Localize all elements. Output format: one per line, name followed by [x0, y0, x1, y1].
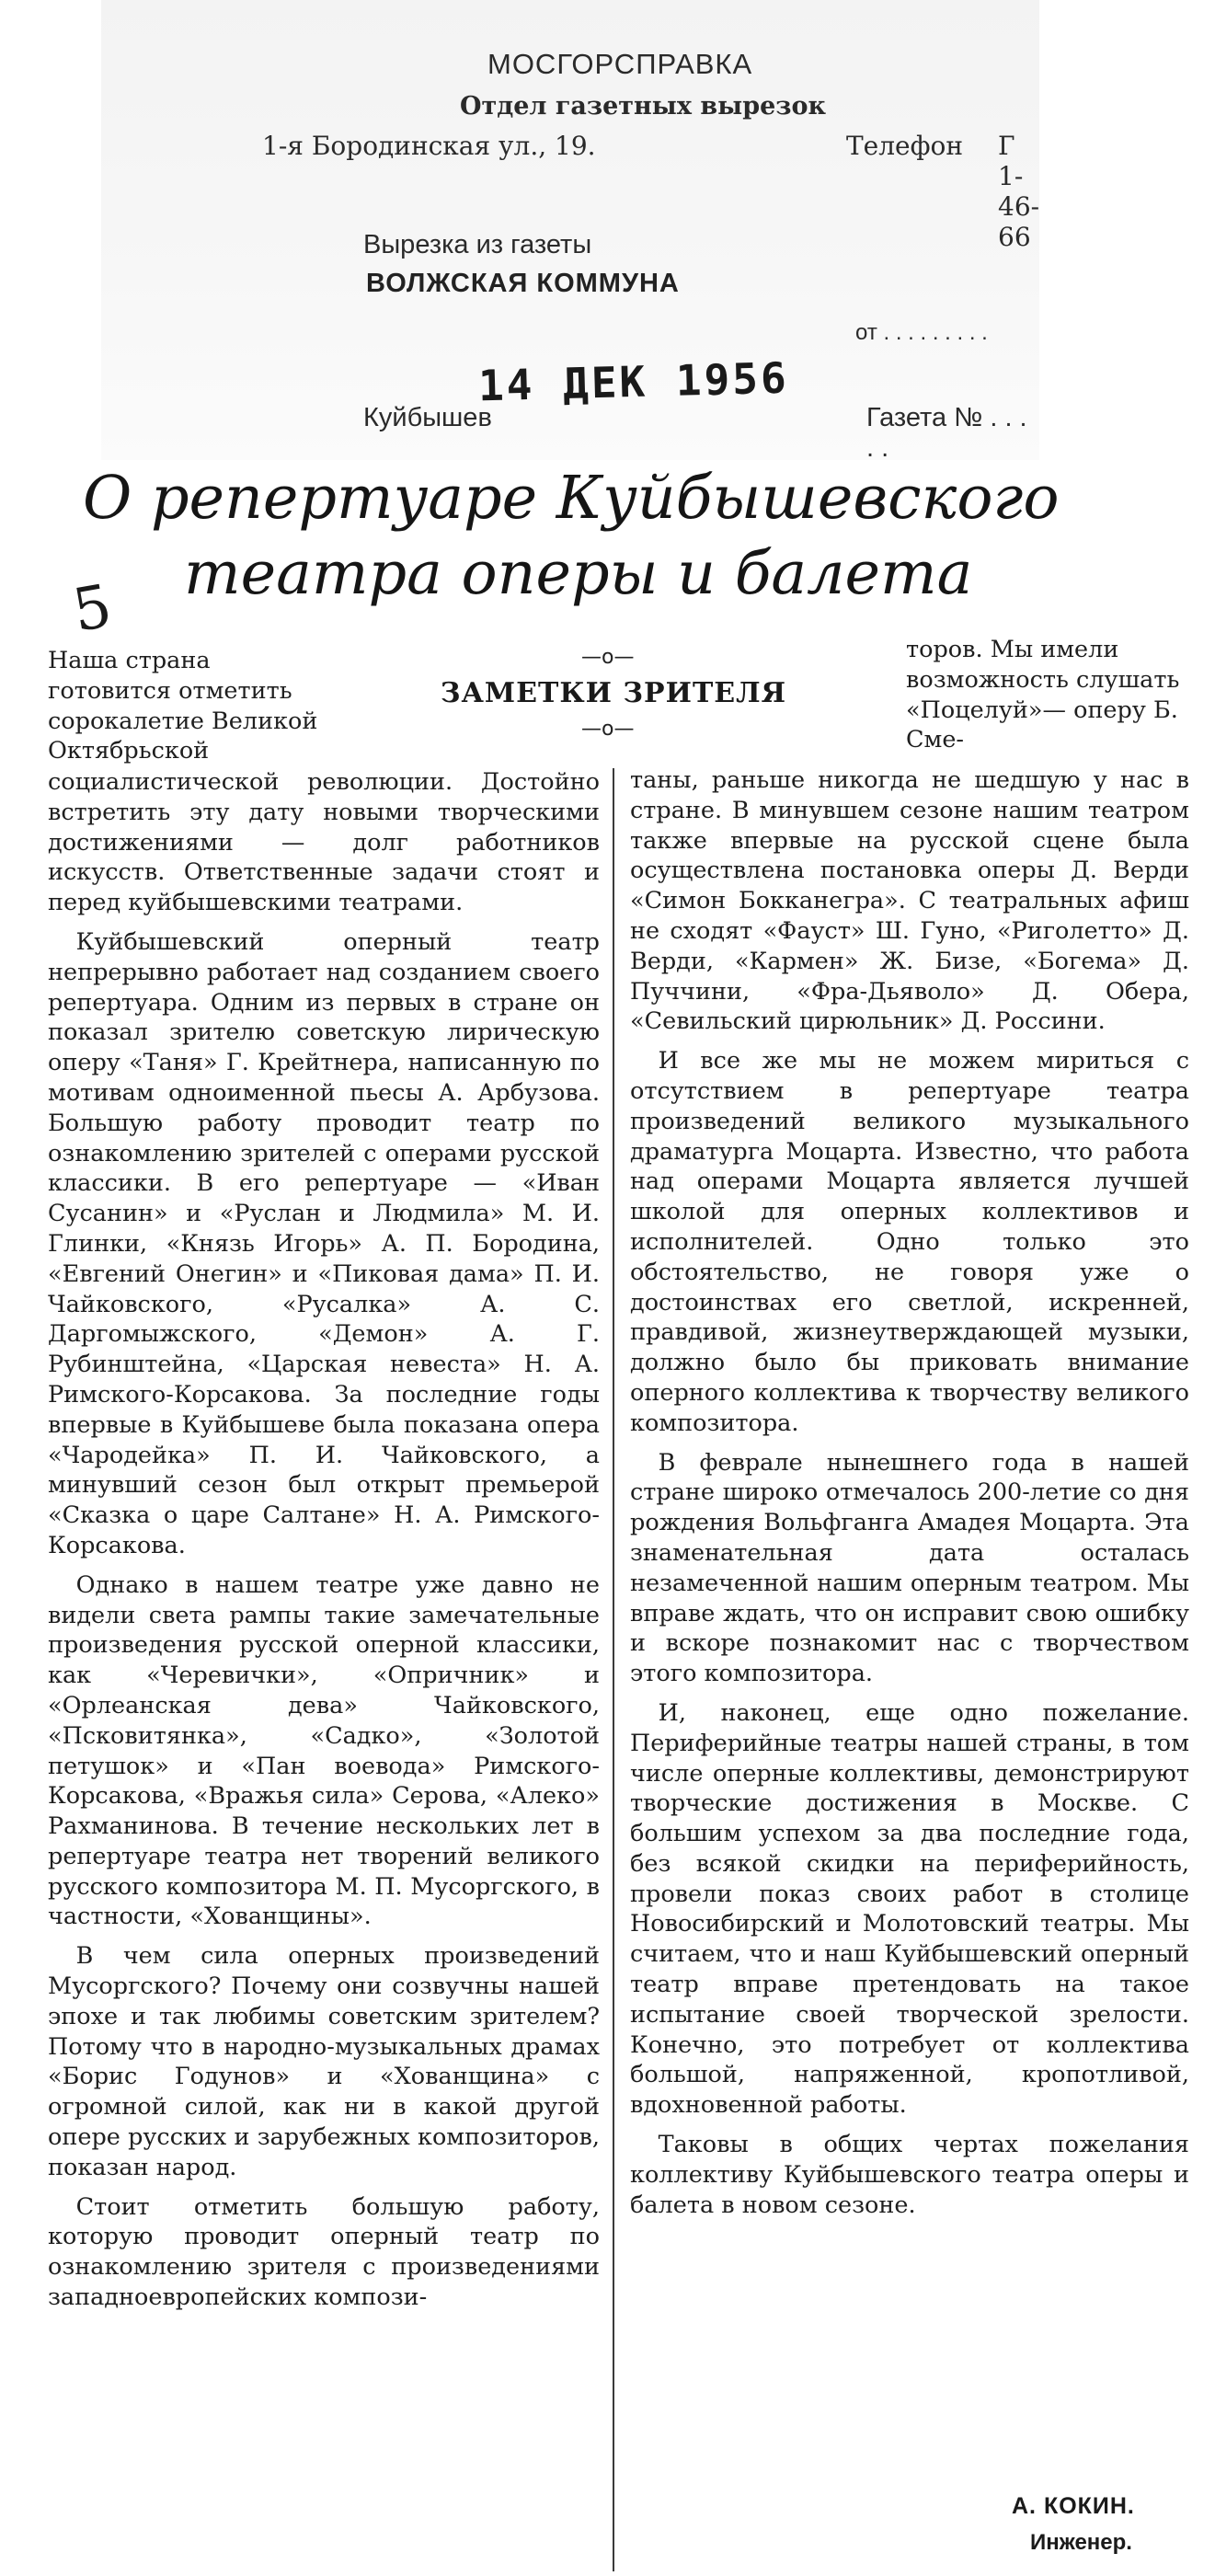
column-2	[630, 765, 1189, 2229]
paragraph: Куйбышевский оперный театр непрерывно работает над созданием своего репертуара. Одним из первых в стране он показал зрителю советскую лирическую оперу «Таня» Г. Крейтнера, написанную по мотивам одноименной пьесы А. Арбузова. Большую работу проводит театр по ознакомлению зрителей с операми русской классики. В его репертуаре — «Иван Сусанин» и «Руслан и Людмила» М. И. Глинки, «Князь Игорь» А. П. Бородина, «Евгений Онегин» и «Пиковая дама» П. И. Чайковского, «Русалка» А. С. Даргомыжского, «Демон» А. Г. Рубинштейна, «Царская невеста» Н. А. Римского-Корсакова. За последние годы впервые в Куйбышеве была показана опера «Чародейка» П. И. Чайковского, а минувший сезон был открыт премьерой «Сказка о царе Салтане» Н. А. Римского-Корсакова.	[48, 927, 600, 1559]
pencil-mark: 5	[67, 572, 117, 646]
article-subtitle: ЗАМЕТКИ ЗРИТЕЛЯ	[440, 677, 787, 709]
phone-label: Телефон	[846, 131, 964, 161]
city-name: Куйбышев	[363, 403, 492, 432]
paragraph: Однако в нашем театре уже давно не видели света рампы такие замечательные произведения русской оперной классики, как «Черевички», «Опричник» и «Орлеанская дева» Чайковского, «Псковитянка», «Садко», «Золотой петушок» и «Пан воевода» Римского-Корсакова, «Вражья сила» Серова, «Алеко» Рахманинова. В течение нескольких лет в репертуаре театра нет творений великого русского композитора М. П. Мусоргского, в частности, «Хованщины».	[48, 1570, 600, 1931]
column-divider	[613, 768, 614, 2571]
paragraph: таны, раньше никогда не шедшую у нас в стране. В минувшем сезоне нашим театром также впервые на русской сцене была осуществлена постановка оперы Д. Верди «Симон Бокканегра». С театральных афиш не сходят «Фауст» Ш. Гуно, «Риголетто» Д. Верди, «Кармен» Ж. Бизе, «Богема» Д. Пуччини, «Фра-Дьяволо» Д. Обера, «Севильский цирюльник» Д. Россини.	[630, 766, 1189, 1036]
newspaper-name: ВОЛЖСКАЯ КОММУНА	[366, 269, 680, 298]
paragraph: В чем сила оперных произведений Мусоргского? Почему они созвучны нашей эпохе и так любимы советским зрителем? Потому что в народно-музыкальных драмах «Борис Годунов» и «Хованщина» с огромной силой, как ни в какой другой опере русских и зарубежных композиторов, показан народ.	[48, 1942, 600, 2181]
headline-line-1: О репертуаре Куйбышевского	[83, 464, 1060, 533]
paragraph: И, наконец, еще одно пожелание. Периферийные театры нашей страны, в том числе оперные коллективы, демонстрируют творческие достижения в Москве. С большим успехом за два последние года, без всякой скидки на периферийность, провели показ своих работ в столице Новосибирский и Молотовский театры. Мы считаем, что и наш Куйбышевский оперный театр вправе претендовать на такое испытание своей творческой зрелости. Конечно, это потребует от коллектива большой, напряженной, кропотливой, вдохновенной работы.	[630, 1698, 1189, 2120]
issue-number-field: Газета № . . . . .	[866, 403, 1027, 463]
clipping-label: Вырезка из газеты	[363, 230, 592, 259]
paragraph: Стоит отметить большую работу, которую проводит оперный театр по ознакомлению зрителя с произведениями западноевропейских компози-	[48, 2192, 600, 2312]
paragraph: социалистической революции. Достойно встретить эту дату новыми творческими достижениями — долг работников искусств. Ответственные задачи стоят и перед куйбышевскими театрами.	[48, 768, 600, 917]
subtitle-ornament-bottom: —о—	[581, 718, 635, 741]
column-1	[48, 767, 600, 2322]
author-title: Инженер.	[1030, 2530, 1132, 2555]
bureau-name: МОСГОРСПРАВКА	[487, 48, 753, 80]
column-2-lead: торов. Мы имели возможность слушать «Поцелуй»— оперу Б. Сме-	[906, 636, 1180, 754]
bureau-address: 1-я Бородинская ул., 19.	[262, 131, 596, 161]
subtitle-ornament-top: —о—	[581, 646, 635, 669]
date-stamp: 14 ДЕК 1956	[477, 352, 790, 411]
headline-line-2: театра оперы и балета	[184, 539, 973, 608]
column-1-lead: Наша страна готовится отметить сорокалетие Великой Октябрьской	[48, 647, 318, 765]
paragraph: В феврале нынешнего года в нашей стране широко отмечалось 200-летие со дня рождения Вольфганга Амадея Моцарта. Эта знаменательная дата осталась незамеченной нашим оперным театром. Мы вправе ждать, что он исправит свою ошибку и вскоре познакомит нас с творчеством этого композитора.	[630, 1448, 1189, 1688]
author-name: А. КОКИН.	[1012, 2493, 1135, 2519]
from-date-field: от . . . . . . . . .	[855, 320, 988, 345]
phone-number: Г 1-46-66	[998, 131, 1040, 252]
paragraph: И все же мы не можем мириться с отсутствием в репертуаре театра произведений великого музыкального драматурга Моцарта. Известно, что работа над операми Моцарта является лучшей школой для оперных коллективов и исполнителей. Одно только это обстоятельство, не говоря уже о достоинствах его светлой, искренней, правдивой, жизнеутверждающей музыки, должно было бы приковать внимание оперного коллектива к творчеству великого композитора.	[630, 1047, 1189, 1437]
department-name: Отдел газетных вырезок	[460, 92, 826, 121]
paragraph: Таковы в общих чертах пожелания коллективу Куйбышевского театра оперы и балета в новом сезоне.	[630, 2131, 1189, 2219]
clipping-bureau-header	[101, 0, 1040, 463]
